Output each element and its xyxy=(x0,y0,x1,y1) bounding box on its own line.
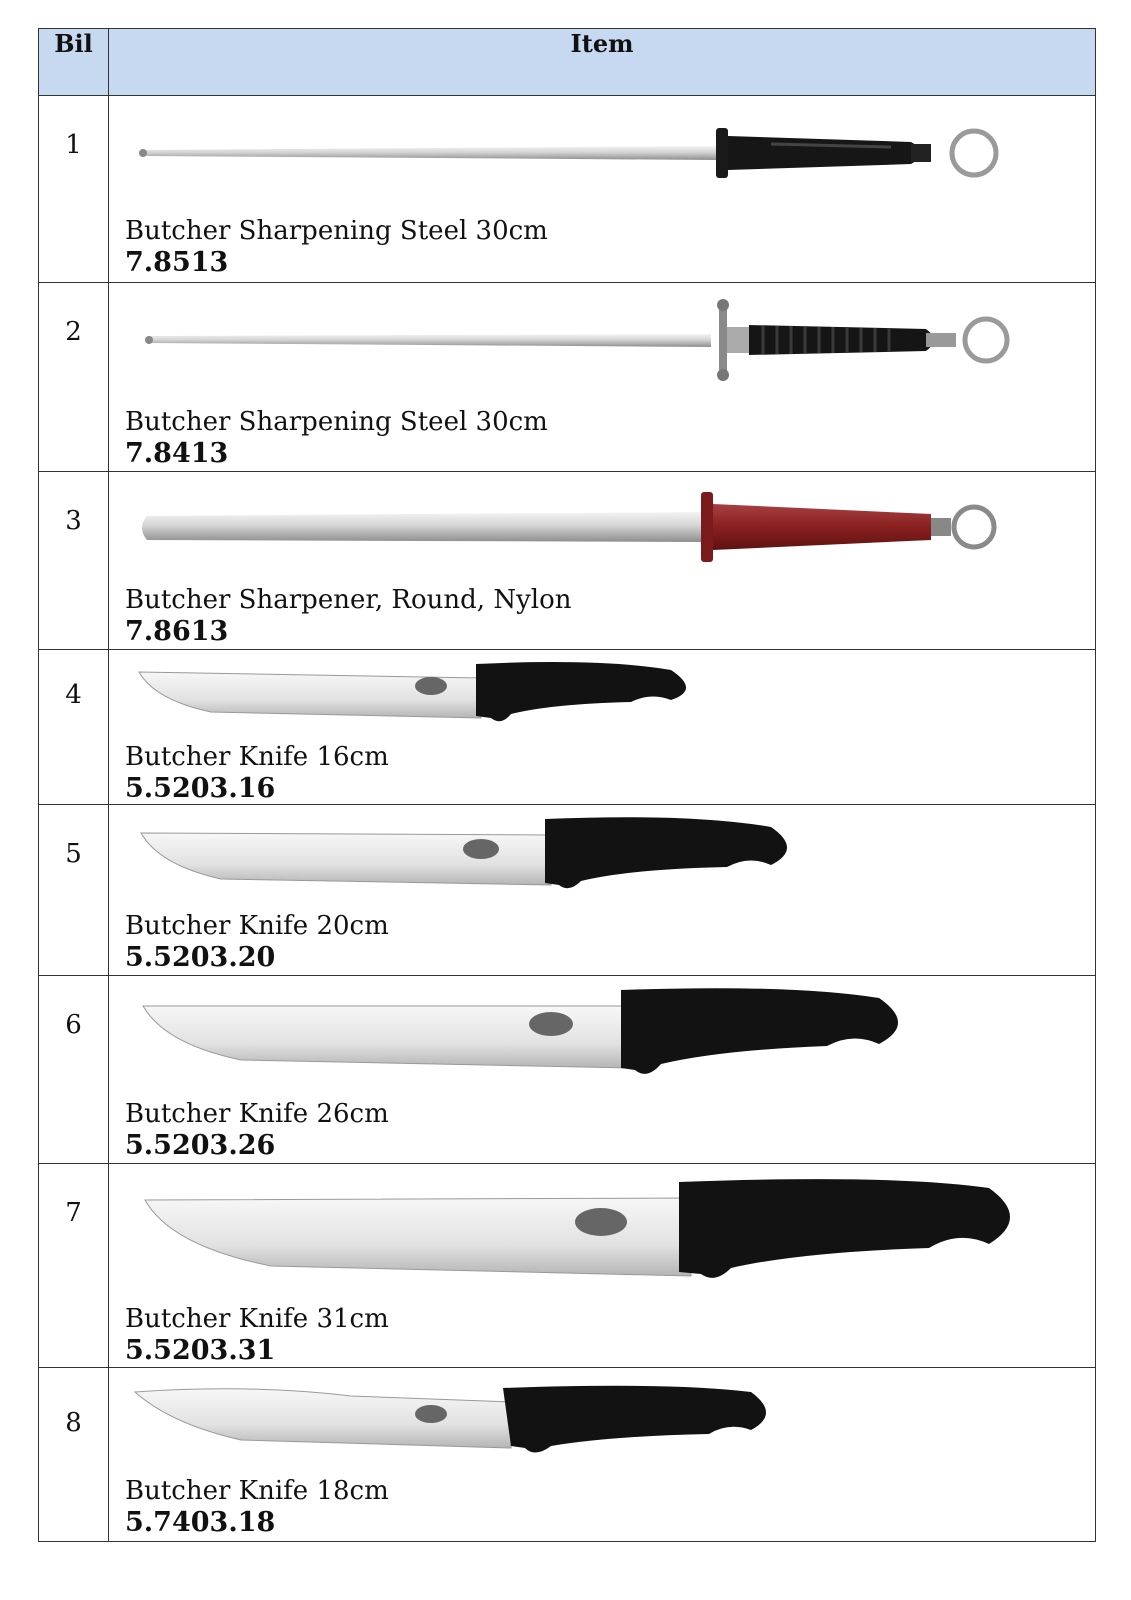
table-row xyxy=(39,1164,1096,1368)
row-number: 2 xyxy=(39,283,109,472)
item-code: 5.7403.18 xyxy=(125,1507,276,1538)
butcher-knife-icon xyxy=(131,813,831,893)
table-header-row xyxy=(39,29,1096,96)
row-number: 1 xyxy=(39,96,109,283)
butcher-knife-icon xyxy=(131,1172,1031,1284)
item-name: Butcher Knife 31cm xyxy=(125,1304,389,1334)
item-code: 5.5203.26 xyxy=(125,1130,276,1161)
item-code: 5.5203.31 xyxy=(125,1335,276,1366)
item-name: Butcher Knife 26cm xyxy=(125,1099,389,1129)
item-code: 7.8613 xyxy=(125,616,229,647)
row-number: 5 xyxy=(39,805,109,976)
item-cell xyxy=(109,805,1096,976)
item-cell xyxy=(109,283,1096,472)
row-number: 3 xyxy=(39,472,109,650)
sharpening-steel-icon xyxy=(131,114,1031,194)
row-number: 6 xyxy=(39,976,109,1164)
table-row xyxy=(39,96,1096,283)
header-bil: Bil xyxy=(39,29,109,96)
item-name: Butcher Knife 18cm xyxy=(125,1476,389,1506)
item-name: Butcher Sharpening Steel 30cm xyxy=(125,216,548,246)
item-name: Butcher Sharpening Steel 30cm xyxy=(125,407,548,437)
table-row xyxy=(39,1368,1096,1542)
product-table xyxy=(38,28,1096,1542)
row-number: 8 xyxy=(39,1368,109,1542)
header-item: Item xyxy=(109,29,1096,96)
item-cell xyxy=(109,1368,1096,1542)
item-cell xyxy=(109,96,1096,283)
butcher-knife-icon xyxy=(131,984,931,1080)
item-code: 5.5203.16 xyxy=(125,773,276,804)
item-cell xyxy=(109,650,1096,805)
item-cell xyxy=(109,472,1096,650)
table-row xyxy=(39,805,1096,976)
row-number: 7 xyxy=(39,1164,109,1368)
sharpener-icon xyxy=(131,484,1031,564)
table-row xyxy=(39,976,1096,1164)
item-code: 7.8513 xyxy=(125,247,229,278)
butcher-knife-curved-icon xyxy=(131,1378,831,1458)
item-name: Butcher Knife 16cm xyxy=(125,742,389,772)
table-row xyxy=(39,472,1096,650)
item-code: 7.8413 xyxy=(125,438,229,469)
row-number: 4 xyxy=(39,650,109,805)
sharpening-steel-icon xyxy=(131,297,1031,383)
table-row xyxy=(39,283,1096,472)
item-code: 5.5203.20 xyxy=(125,942,276,973)
butcher-knife-icon xyxy=(131,656,731,726)
item-cell xyxy=(109,1164,1096,1368)
item-name: Butcher Sharpener, Round, Nylon xyxy=(125,585,572,615)
item-name: Butcher Knife 20cm xyxy=(125,911,389,941)
table-row xyxy=(39,650,1096,805)
item-cell xyxy=(109,976,1096,1164)
